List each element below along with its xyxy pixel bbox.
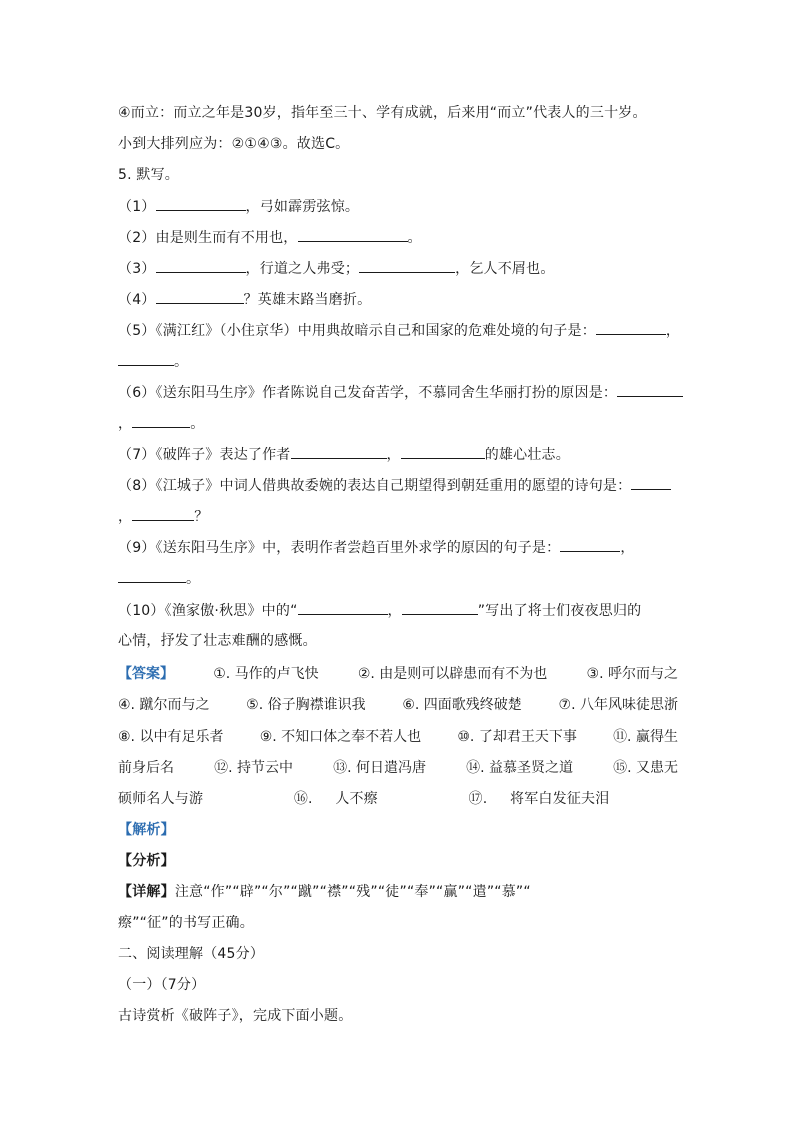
detail-text-1: 注意“作”“辟”“尔”“蹴”“襟”“残”“徒”“奉”“赢”“遣”“慕”“: [174, 884, 531, 900]
question-5-2: [118, 227, 678, 248]
q8-text: （8）《江城子》中词人借典故委婉的表达自己期望得到朝廷重用的愿望的诗句是：: [118, 478, 632, 494]
answer-item: 前身后名: [118, 760, 174, 776]
answer-item: ⑫. 持节云中: [214, 760, 293, 776]
q4-suffix: ？英雄末路当磨折。: [243, 292, 372, 308]
q7-blank-1: [291, 444, 387, 459]
q7-prefix: （7）《破阵子》表达了作者: [118, 447, 291, 463]
q9-end: 。: [186, 571, 201, 587]
question-5-10-cont: 心情，抒发了壮志难酬的感慨。: [118, 633, 317, 649]
q2-prefix: （2）由是则生而有不用也，: [118, 230, 298, 246]
answer-item: ⑧. 以中有足乐者: [118, 729, 224, 745]
q4-blank: [156, 289, 244, 304]
q3-middle: ，行道之人弗受；: [245, 261, 360, 277]
q5-end: 。: [174, 354, 189, 370]
q1-blank: [156, 196, 246, 211]
q7-blank-2: [401, 444, 485, 459]
answer-row-1: [118, 664, 678, 684]
section-2-title: 二、阅读理解（45分）: [118, 946, 265, 962]
detail-line-1: [118, 882, 678, 902]
q3-blank-1: [156, 258, 246, 273]
q10-middle: ，: [387, 603, 402, 619]
detail-tag: 【详解】: [118, 884, 175, 900]
q9-separator: ，: [620, 540, 635, 556]
q10-blank-2: [402, 600, 478, 615]
question-5-5-cont: [118, 351, 678, 372]
q2-suffix: 。: [407, 230, 422, 246]
q10-prefix: （10）《渔家傲·秋思》中的“: [118, 603, 298, 619]
question-5-5: [118, 320, 681, 341]
q5-blank-2: [118, 351, 174, 366]
q9-blank-2: [118, 568, 186, 583]
answer-item: ⑯. 人不瘵: [293, 791, 378, 807]
question-5-6-cont: [118, 413, 678, 434]
answer-item: ⑰. 将军白发征夫泪: [468, 791, 610, 807]
q8-blank-1: [631, 475, 671, 490]
answer-item: ⑬. 何日遣冯唐: [333, 760, 426, 776]
q5-text: （5）《满江红》（小住京华）中用典故暗示自己和国家的危难处境的句子是：: [118, 323, 596, 339]
q6-text: （6）《送东阳马生序》作者陈说自己发奋苦学，不慕同舍生华丽打扮的原因是：: [118, 385, 618, 401]
q7-middle: ，: [386, 447, 401, 463]
analysis-tag: 【解析】: [118, 822, 175, 838]
q6-end: 。: [190, 416, 205, 432]
answer-item: ⑨. 不知口体之奉不若人也: [259, 729, 422, 745]
answer-item: ⑤. 俗子胸襟谁识我: [246, 697, 366, 713]
q1-prefix: （1）: [118, 199, 156, 215]
answer-item: ⑮. 又患无: [613, 760, 678, 776]
q5-separator: ，: [665, 323, 681, 339]
question-5-8: [118, 475, 678, 496]
q7-suffix: 的雄心壮志。: [484, 447, 570, 463]
q5-blank-1: [596, 320, 666, 335]
question-5-7: [118, 444, 678, 465]
q8-end: ？: [194, 509, 209, 525]
explanation-conclusion: 小到大排列应为：②①④③。故选C。: [118, 136, 350, 152]
answer-item: ⑩. 了却君王天下事: [457, 729, 577, 745]
q6-blank-2: [132, 413, 190, 428]
answer-row-3: [118, 727, 678, 747]
q9-blank-1: [560, 537, 620, 552]
question-5-title: 5. 默写。: [118, 167, 180, 183]
q2-blank: [298, 227, 408, 242]
answer-item: ⑥. 四面歌残终破楚: [402, 697, 522, 713]
question-5-10: [118, 600, 678, 621]
answer-item: 硕师名人与游: [118, 791, 204, 807]
answer-item: ⑪. 赢得生: [613, 729, 678, 745]
answer-item: ⑦. 八年风味徒思浙: [558, 697, 678, 713]
question-5-8-cont: [118, 506, 678, 527]
q10-suffix: ”写出了将士们夜夜思归的: [477, 603, 642, 619]
question-5-6: [118, 382, 678, 403]
answer-row-4: [118, 758, 678, 778]
q6-blank-1: [617, 382, 683, 397]
q3-blank-2: [359, 258, 455, 273]
q8-separator: ，: [118, 509, 133, 525]
detail-line-2: 瘵”“征”的书写正确。: [118, 915, 254, 931]
answer-item: ③. 呼尔而与之: [586, 666, 678, 682]
q8-blank-2: [132, 506, 194, 521]
answer-row-5: [118, 789, 678, 809]
q1-suffix: ，弓如霹雳弦惊。: [245, 199, 360, 215]
section-2-intro: 古诗赏析《破阵子》，完成下面小题。: [118, 1008, 353, 1024]
explanation-line-4: ④而立：而立之年是30岁，指年至三十、学有成就，后来用“而立”代表人的三十岁。: [118, 105, 647, 121]
answer-tag: 【答案】: [118, 666, 174, 682]
section-2-sub: （一）（7分）: [118, 977, 206, 993]
question-5-3: [118, 258, 678, 279]
q10-blank-1: [298, 600, 388, 615]
answer-item: ⑭. 益慕圣贤之道: [466, 760, 573, 776]
question-5-9-cont: [118, 568, 678, 589]
q9-text: （9）《送东阳马生序》中，表明作者尝趋百里外求学的原因的句子是：: [118, 540, 561, 556]
answer-item: ④. 蹴尔而与之: [118, 697, 210, 713]
q6-separator: ，: [118, 416, 133, 432]
question-5-9: [118, 537, 678, 558]
q3-prefix: （3）: [118, 261, 156, 277]
q4-prefix: （4）: [118, 292, 156, 308]
answer-item: ①. 马作的卢飞快: [213, 666, 319, 682]
answer-row-2: [118, 695, 678, 715]
answer-item: ②. 由是则可以辟患而有不为也: [357, 666, 548, 682]
question-5-1: [118, 196, 678, 217]
fenxi-tag: 【分析】: [118, 853, 175, 869]
q3-suffix: ，乞人不屑也。: [455, 261, 555, 277]
question-5-4: [118, 289, 678, 310]
